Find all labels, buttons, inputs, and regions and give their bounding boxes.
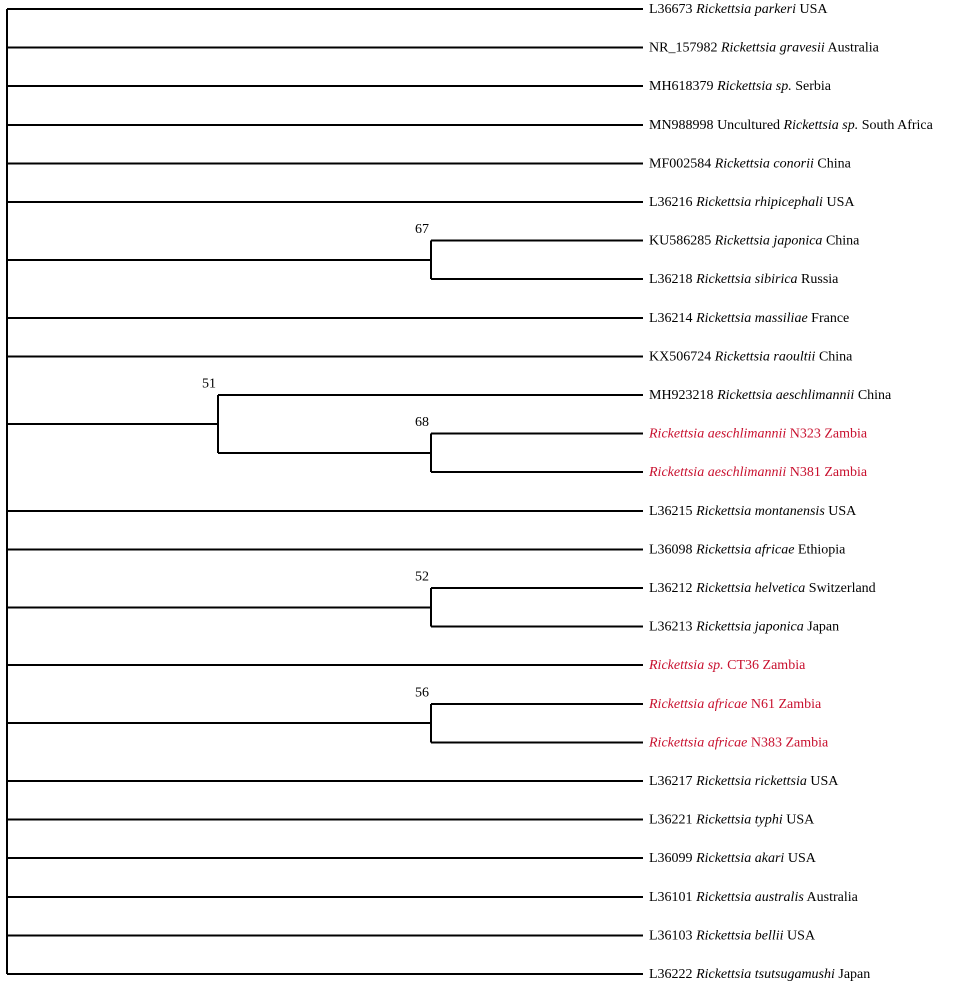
leaf-species-name: Rickettsia sp. [649,657,724,673]
leaf-label-text: Russia [797,271,839,287]
leaf-label-text: Uncultured [713,117,781,133]
leaf-label-12 [648,426,868,441]
leaf-label-4 [649,117,934,132]
leaf-label-text: N323 Zambia [786,426,868,442]
leaf-label-text: Serbia [791,78,831,94]
leaf-species-name: Rickettsia australis [692,889,804,905]
leaf-species-name: Rickettsia gravesii [717,40,825,56]
leaf-species-name: Rickettsia rhipicephali [692,194,823,210]
leaf-label-2 [649,40,880,55]
leaf-label-8 [649,272,839,287]
leaf-label-text: N383 Zambia [747,734,829,750]
leaf-accession: MF002584 [649,155,712,171]
leaf-label-15 [649,542,846,557]
leaf-accession: L36222 [649,966,693,981]
leaf-label-19 [648,696,822,711]
leaf-species-name: Rickettsia aeschlimannii [713,387,855,403]
leaf-label-25 [649,928,816,943]
leaf-label-text: Australia [824,40,879,56]
leaf-species-name: Rickettsia typhi [692,812,783,828]
leaf-species-name: Rickettsia africae [649,696,748,712]
bootstrap-value-68: 68 [415,415,429,431]
leaf-species-name: Rickettsia sp. [713,78,792,94]
leaf-label-text: USA [782,812,815,828]
leaf-accession: MN988998 [649,117,714,133]
bootstrap-support-values [202,222,429,700]
leaf-species-name: Rickettsia japonica [692,619,804,635]
leaf-accession: MH923218 [649,387,714,403]
leaf-label-16 [649,581,876,596]
leaf-label-23 [649,851,817,866]
leaf-species-name: Rickettsia sibirica [692,271,798,287]
leaf-label-20 [648,735,829,750]
leaf-label-text: USA [783,927,816,943]
leaf-label-text: China [815,348,853,364]
leaf-accession: L36103 [649,927,693,943]
leaf-label-text: South Africa [858,117,933,133]
leaf-accession: MH618379 [649,78,714,94]
tree-branches [7,9,643,974]
leaf-accession: L36213 [649,619,693,635]
leaf-species-name: Rickettsia parkeri [692,1,796,17]
leaf-species-name: Rickettsia africae [692,541,795,557]
leaf-label-text: China [813,155,851,171]
leaf-accession: L36214 [649,310,693,326]
leaf-accession: KX506724 [649,348,712,364]
leaf-accession: L36221 [649,812,693,828]
leaf-species-name: Rickettsia africae [649,734,748,750]
leaf-label-3 [649,79,832,94]
leaf-label-text: China [854,387,892,403]
leaf-label-text: China [822,233,860,249]
leaf-accession: L36217 [649,773,693,789]
leaf-accession: KU586285 [649,233,712,249]
leaf-label-18 [648,658,806,673]
leaf-label-text: USA [795,1,828,17]
leaf-species-name: Rickettsia sp. [780,117,859,133]
leaf-label-10 [649,349,853,364]
leaf-label-text: Japan [803,619,840,635]
leaf-label-17 [649,619,839,634]
bootstrap-value-52: 52 [415,569,429,585]
leaf-species-name: Rickettsia aeschlimannii [649,464,787,480]
leaf-label-14 [649,503,857,518]
leaf-label-text: CT36 Zambia [723,657,806,673]
leaf-label-text: Japan [834,966,871,981]
leaf-label-5 [649,156,852,171]
leaf-accession: L36098 [649,541,693,557]
leaf-label-21 [649,774,839,789]
leaf-label-text: USA [806,773,839,789]
leaf-label-text: USA [824,503,857,519]
leaf-labels [648,2,934,981]
leaf-species-name: Rickettsia rickettsia [692,773,807,789]
leaf-species-name: Rickettsia raoultii [711,348,816,364]
leaf-species-name: Rickettsia conorii [711,155,814,171]
leaf-accession: L36212 [649,580,693,596]
leaf-label-text: France [807,310,850,326]
leaf-accession: L36673 [649,1,693,17]
leaf-label-6 [649,195,855,210]
leaf-label-1 [649,2,828,17]
leaf-label-22 [649,812,815,827]
leaf-label-text: Ethiopia [794,541,846,557]
leaf-label-9 [649,310,849,325]
leaf-accession: L36216 [649,194,693,210]
leaf-species-name: Rickettsia bellii [692,927,784,943]
leaf-label-text: USA [822,194,855,210]
leaf-species-name: Rickettsia aeschlimannii [649,426,787,442]
leaf-label-13 [648,465,868,480]
leaf-species-name: Rickettsia montanensis [692,503,825,519]
leaf-species-name: Rickettsia helvetica [692,580,806,596]
leaf-label-26 [649,967,870,981]
bootstrap-value-67: 67 [415,222,429,238]
leaf-label-24 [649,889,859,904]
leaf-label-7 [649,233,860,248]
leaf-accession: L36101 [649,889,693,905]
leaf-label-11 [649,388,892,403]
leaf-accession: L36099 [649,850,693,866]
leaf-label-text: N61 Zambia [747,696,822,712]
leaf-species-name: Rickettsia akari [692,850,785,866]
leaf-accession: L36215 [649,503,693,519]
leaf-species-name: Rickettsia massiliae [692,310,808,326]
leaf-species-name: Rickettsia japonica [711,233,823,249]
bootstrap-value-51: 51 [202,376,216,392]
leaf-accession: L36218 [649,271,693,287]
leaf-accession: NR_157982 [649,40,718,56]
bootstrap-value-56: 56 [415,685,429,701]
leaf-label-text: USA [784,850,816,866]
leaf-species-name: Rickettsia tsutsugamushi [692,966,835,981]
leaf-label-text: N381 Zambia [786,464,868,480]
leaf-label-text: Australia [803,889,858,905]
leaf-label-text: Switzerland [805,580,876,596]
